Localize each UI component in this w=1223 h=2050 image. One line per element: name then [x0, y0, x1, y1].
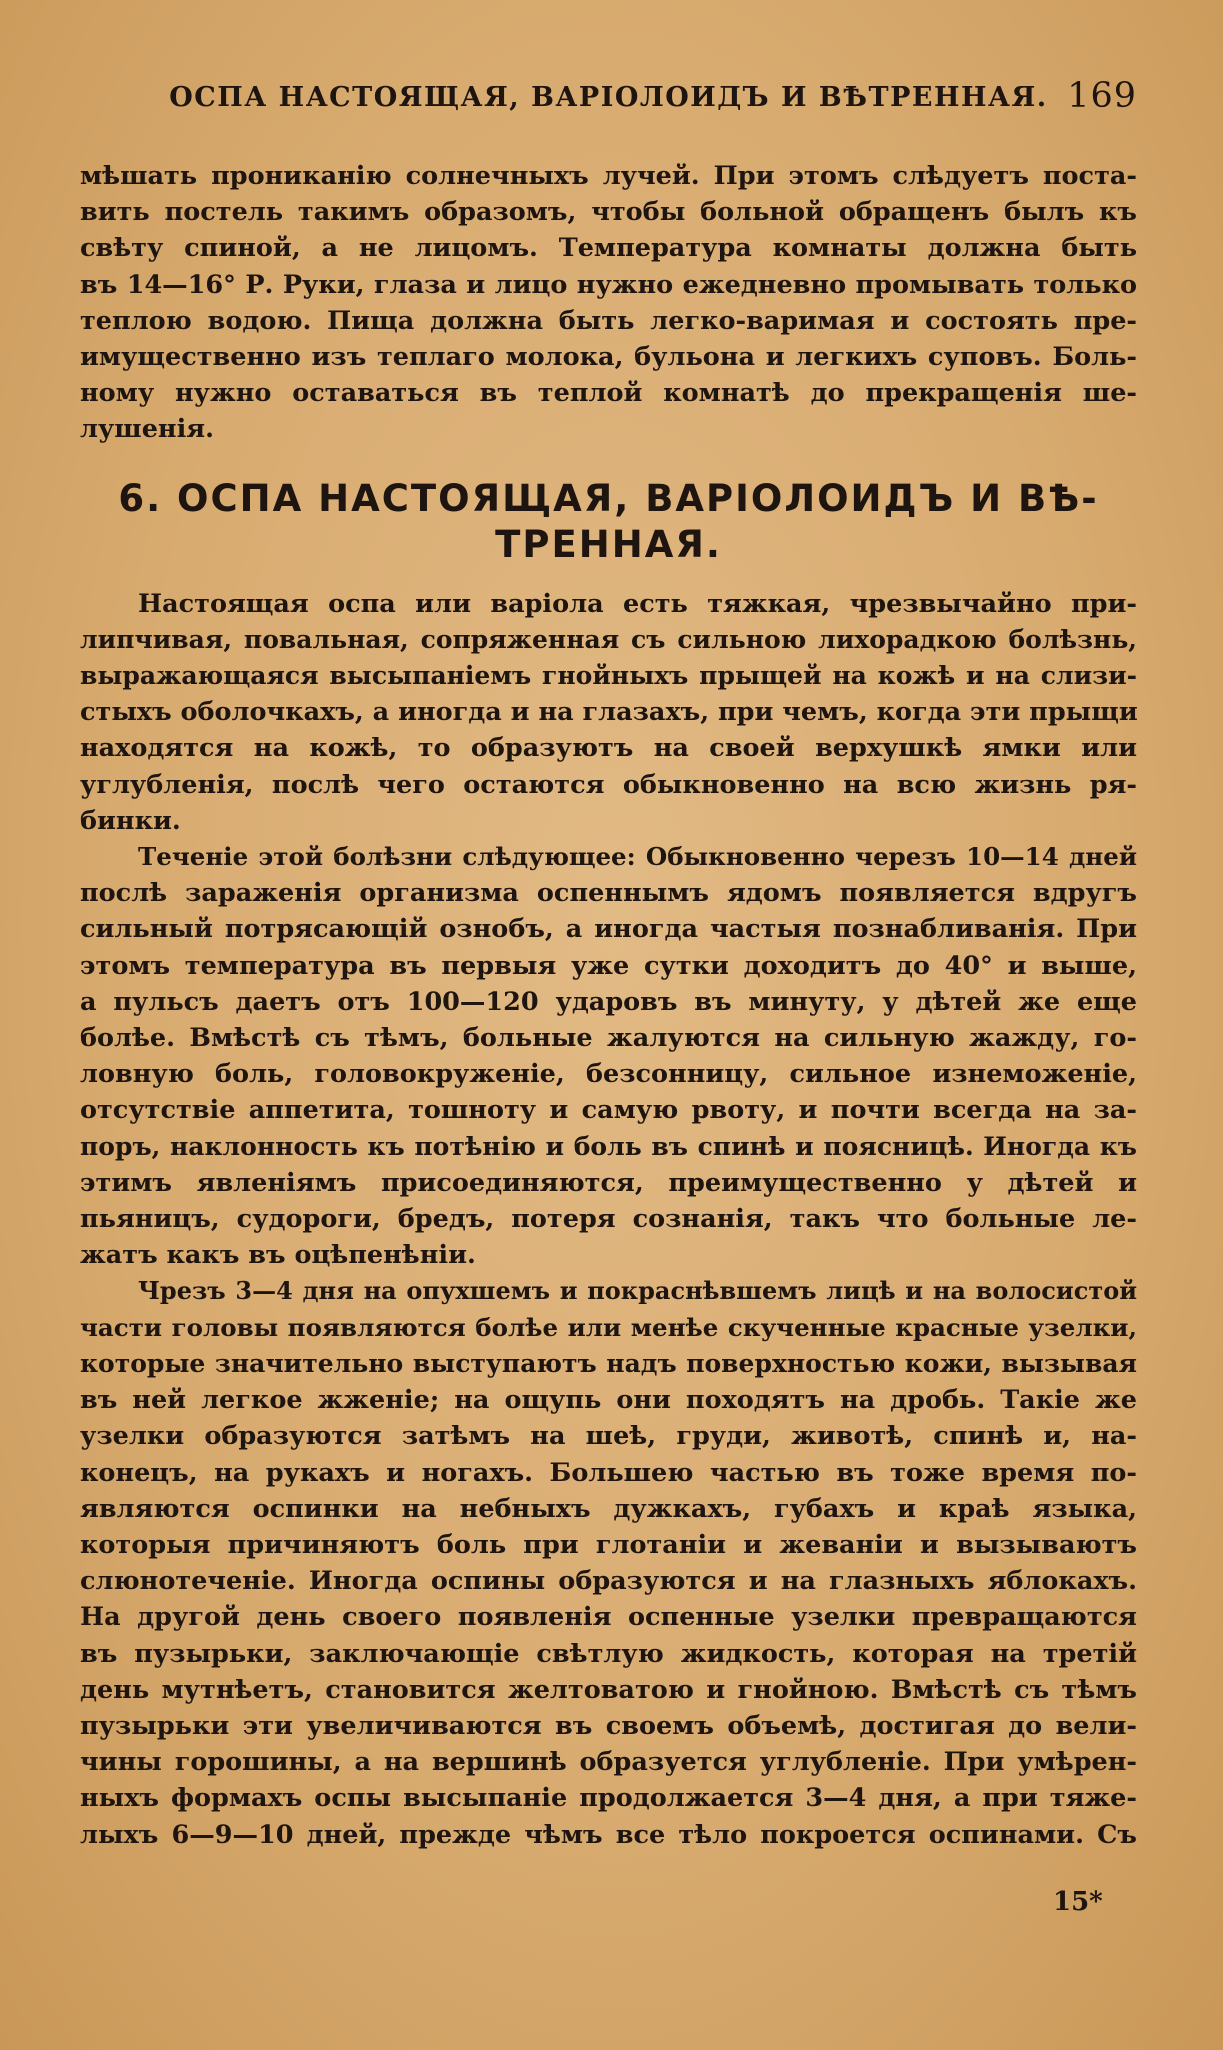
text-line: стыхъ оболочкахъ, а иногда и на глазахъ, при чемъ, когда эти прыщи — [80, 697, 1138, 728]
paragraph-eruption — [80, 1273, 1137, 1852]
text-line: жатъ какъ въ оцѣпенѣніи. — [80, 1240, 476, 1271]
section-heading-line: 6. ОСПА НАСТОЯЩАЯ, ВАРІОЛОИДЪ И ВѢ- — [118, 476, 1099, 520]
paragraph-definition — [80, 586, 1137, 839]
paragraph-continuation — [80, 158, 1137, 448]
text-line: находятся на кожѣ, то образуютъ на своей верхушкѣ ямки или — [80, 733, 1137, 764]
text-line: чины горошины, а на вершинѣ образуется углубленіе. При умѣрен- — [80, 1747, 1137, 1778]
text-line: этимъ явленіямъ присоединяются, преимущественно у дѣтей и — [80, 1167, 1137, 1198]
text-line: этомъ температура въ первыя уже сутки доходитъ до 40° и выше, — [80, 950, 1137, 981]
text-line: ловную боль, головокруженіе, безсонницу, сильное изнеможеніе, — [80, 1059, 1137, 1090]
text-line: въ пузырьки, заключающіе свѣтлую жидкость, которая на третій — [80, 1638, 1137, 1669]
text-line: слюнотеченіе. Иногда оспины образуются и на глазныхъ яблокахъ. — [80, 1566, 1137, 1597]
text-line: узелки образуются затѣмъ на шеѣ, груди, животѣ, спинѣ и, на- — [80, 1421, 1137, 1452]
text-line: На другой день своего появленія оспенные узелки превращаются — [80, 1602, 1137, 1633]
running-title: ОСПА НАСТОЯЩАЯ, ВАРІОЛОИДЪ И ВѢТРЕННАЯ. — [169, 82, 1048, 113]
text-line: поръ, наклонность къ потѣнію и боль въ спинѣ и поясницѣ. Иногда къ — [80, 1131, 1137, 1161]
text-line: сильный потрясающій ознобъ, а иногда частыя познабливанія. При — [80, 914, 1137, 945]
text-line: пьяницъ, судороги, бредъ, потеря сознанія, такъ что больные ле- — [80, 1204, 1137, 1235]
text-line: являются оспинки на небныхъ дужкахъ, губахъ и краѣ языка, — [80, 1493, 1137, 1524]
page-number: 169 — [1067, 76, 1137, 116]
text-line: въ 14—16° Р. Руки, глаза и лицо нужно ежедневно промывать только — [80, 269, 1137, 300]
text-line: ныхъ формахъ оспы высыпаніе продолжается 3—4 дня, а при тяже- — [80, 1783, 1137, 1814]
text-line: лыхъ 6—9—10 дней, прежде чѣмъ все тѣло покроется оспинами. Съ — [80, 1819, 1137, 1850]
text-line: вить постель такимъ образомъ, чтобы больной обращенъ былъ къ — [80, 197, 1137, 228]
text-line: ному нужно оставаться въ теплой комнатѣ до прекращенія ше- — [80, 378, 1137, 409]
text-line: болѣе. Вмѣстѣ съ тѣмъ, больные жалуются на сильную жажду, го- — [80, 1023, 1137, 1054]
text-line: мѣшать прониканію солнечныхъ лучей. При этомъ слѣдуетъ поста- — [80, 161, 1137, 191]
text-line: Чрезъ 3—4 дня на опухшемъ и покраснѣвшемъ лицѣ и на волосистой — [138, 1276, 1137, 1306]
text-line: послѣ зараженія организма оспеннымъ ядомъ появляется вдругъ — [80, 878, 1137, 909]
text-line: углубленія, послѣ чего остаются обыкновенно на всю жизнь ря- — [80, 769, 1137, 800]
text-line: въ ней легкое жженіе; на ощупь они походятъ на дробь. Такіе же — [80, 1385, 1137, 1416]
text-line: Теченіе этой болѣзни слѣдующее: Обыкновенно черезъ 10—14 дней — [138, 842, 1137, 872]
text-line: конецъ, на рукахъ и ногахъ. Большею частью въ тоже время по- — [80, 1457, 1137, 1488]
text-line: которые значительно выступаютъ надъ поверхностью кожи, вызывая — [80, 1348, 1137, 1378]
text-line: имущественно изъ теплаго молока, бульона и легкихъ суповъ. Боль- — [80, 342, 1137, 373]
section-heading-line: ТРЕННАЯ. — [495, 522, 722, 566]
text-line: которыя причиняютъ боль при глотаніи и жеваніи и вызываютъ — [80, 1529, 1137, 1560]
text-line: липчивая, повальная, сопряженная съ сильною лихорадкою болѣзнь, — [80, 624, 1137, 654]
text-line: отсутствіе аппетита, тошноту и самую рвоту, и почти всегда на за- — [80, 1095, 1137, 1126]
text-line: а пульсъ даетъ отъ 100—120 ударовъ въ минуту, у дѣтей же еще — [80, 986, 1137, 1017]
text-line: пузырьки эти увеличиваются въ своемъ объемѣ, достигая до вели- — [80, 1710, 1137, 1741]
text-line: лушенія. — [80, 414, 214, 445]
text-line: бинки. — [80, 805, 181, 836]
signature-mark: 15* — [1053, 1887, 1103, 1917]
text-line: день мутнѣетъ, становится желтоватою и гнойною. Вмѣстѣ съ тѣмъ — [80, 1674, 1137, 1705]
text-line: свѣту спиной, а не лицомъ. Температура комнаты должна быть — [80, 233, 1137, 264]
text-line: Настоящая оспа или варіола есть тяжкая, чрезвычайно при- — [138, 588, 1137, 619]
page-body — [80, 158, 1137, 1853]
text-line: части головы появляются болѣе или менѣе скученные красные узелки, — [80, 1312, 1137, 1342]
text-line: теплою водою. Пища должна быть легко-варимая и состоять пре- — [80, 305, 1137, 336]
section-heading — [80, 476, 1137, 568]
paragraph-course — [80, 839, 1137, 1273]
running-head — [80, 76, 1137, 132]
text-line: выражающаяся высыпаніемъ гнойныхъ прыщей на кожѣ и на слизи- — [80, 661, 1137, 691]
